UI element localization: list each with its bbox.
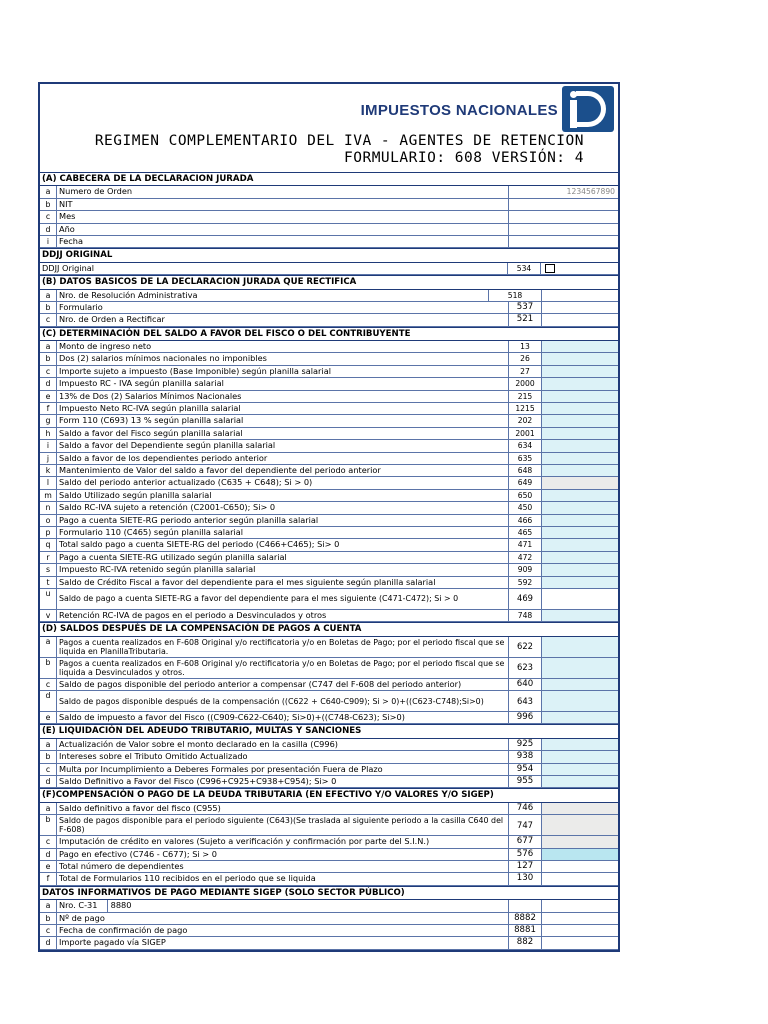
row-label: Nº de pago (57, 913, 509, 924)
row-secE-d (40, 776, 618, 788)
row-label: Pagos a cuenta realizados en F-608 Original y/o rectificatoria y/o en Boletas de Pago; por el periodo fiscal que se liquida en PlanillaTributaria. (57, 637, 509, 657)
value-field-466[interactable] (542, 515, 618, 526)
row-letter: b (40, 913, 57, 924)
row-letter: c (40, 836, 57, 847)
row-ddjj-original (40, 263, 618, 275)
row-label: Nro. de Orden a Rectificar (57, 314, 509, 325)
value-field-27[interactable] (542, 366, 618, 377)
row-letter: d (40, 378, 57, 389)
value-field-2001[interactable] (542, 428, 618, 439)
row-code: 938 (509, 751, 542, 762)
row-label: Pago a cuenta SIETE-RG utilizado según planilla salarial (57, 552, 509, 563)
row-code: 537 (509, 302, 542, 313)
value-field-130[interactable] (542, 873, 618, 884)
row-nit (40, 199, 618, 211)
impuestos-logo-icon (562, 86, 614, 132)
row-code: 1215 (509, 403, 542, 414)
row-label: Saldo Definitivo a Favor del Fisco (C996+C925+C938+C954); Si> 0 (57, 776, 509, 787)
row-label: Saldo a favor de los dependientes periodo anterior (57, 453, 509, 464)
row-secC-e (40, 391, 618, 403)
value-field-643[interactable] (542, 691, 618, 711)
row-secC-q (40, 539, 618, 551)
row-code: 650 (509, 490, 542, 501)
row-label: Saldo de pago a cuenta SIETE-RG a favor del dependiente para el mes siguiente (C471-C472); Si > 0 (57, 589, 509, 609)
row-code: 466 (509, 515, 542, 526)
row-secC-n (40, 502, 618, 514)
value-field-465[interactable] (542, 527, 618, 538)
value-field-640[interactable] (542, 679, 618, 690)
row-label: Mantenimiento de Valor del saldo a favor del dependiente del periodo anterior (57, 465, 509, 476)
row-code: 215 (509, 391, 542, 402)
row-letter: a (40, 637, 57, 657)
value-field-909[interactable] (542, 564, 618, 575)
row-mes (40, 211, 618, 223)
row-code: 450 (509, 502, 542, 513)
row-code: 677 (509, 836, 542, 847)
row-letter: a (40, 803, 57, 814)
row-secF-b (40, 815, 618, 836)
row-code: 26 (509, 353, 542, 364)
row-label: Pago en efectivo (C746 - C677); Si > 0 (57, 849, 509, 860)
row-code: 2001 (509, 428, 542, 439)
row-label: Intereses sobre el Tributo Omitido Actualizado (57, 751, 509, 762)
row-label: Retención RC-IVA de pagos en el periodo a Desvinculados y otros (57, 610, 509, 621)
row-code: 746 (509, 803, 542, 814)
row-letter: b (40, 353, 57, 364)
section-b-title: (B) DATOS BASICOS DE LA DECLARACION JURADA QUE RECTIFICA (40, 275, 618, 289)
value-field-215[interactable] (542, 391, 618, 402)
row-secE-b (40, 751, 618, 763)
row-letter: c (40, 925, 57, 936)
row-secF-a (40, 803, 618, 815)
row-letter: c (40, 679, 57, 690)
c31-label: Nro. C-31 (59, 900, 108, 911)
row-letter: r (40, 552, 57, 563)
row-code: 955 (509, 776, 542, 787)
row-letter: l (40, 477, 57, 488)
row-secC-d (40, 378, 618, 390)
value-field-576[interactable] (542, 849, 618, 860)
row-code: 622 (509, 637, 542, 657)
row-label: Impuesto Neto RC-IVA según planilla salarial (57, 403, 509, 414)
formulario-field[interactable] (542, 302, 618, 313)
row-letter: s (40, 564, 57, 575)
row-letter: d (40, 224, 57, 235)
row-code: 649 (509, 477, 542, 488)
row-code: 909 (509, 564, 542, 575)
row-code: 882 (509, 937, 542, 948)
row-resolucion (40, 290, 618, 302)
row-secC-o (40, 515, 618, 527)
row-secC-g (40, 415, 618, 427)
row-orden-rectificar (40, 314, 618, 326)
value-field-472[interactable] (542, 552, 618, 563)
row-code: 954 (509, 764, 542, 775)
row-letter: c (40, 314, 57, 325)
row-secE-a (40, 739, 618, 751)
row-secG-b (40, 913, 618, 925)
row-label: Saldo del periodo anterior actualizado (C635 + C648); Si > 0) (57, 477, 509, 488)
row-letter: a (40, 341, 57, 352)
row-letter: a (40, 900, 57, 911)
row-secC-f (40, 403, 618, 415)
value-field-955[interactable] (542, 776, 618, 787)
row-label: Imputación de crédito en valores (Sujeto a verificación y confirmación por parte del S.I.N.) (57, 836, 509, 847)
row-secC-h (40, 428, 618, 440)
row-letter: o (40, 515, 57, 526)
value-field-202[interactable] (542, 415, 618, 426)
row-label: Monto de ingreso neto (57, 341, 509, 352)
value-field-954[interactable] (542, 764, 618, 775)
row-anio (40, 224, 618, 236)
value-field-127[interactable] (542, 861, 618, 872)
row-label: Saldo de Crédito Fiscal a favor del dependiente para el mes siguiente según planilla salarial (57, 577, 509, 588)
value-field-471[interactable] (542, 539, 618, 550)
row-letter: u (40, 589, 57, 609)
value-field-623[interactable] (542, 658, 618, 678)
row-secC-a (40, 341, 618, 353)
row-code: 518 (489, 290, 542, 301)
row-secC-c (40, 366, 618, 378)
row-label: Saldo RC-IVA sujeto a retención (C2001-C650); Si> 0 (57, 502, 509, 513)
row-letter: c (40, 764, 57, 775)
row-code: 748 (509, 610, 542, 621)
value-field-622[interactable] (542, 637, 618, 657)
row-letter: b (40, 302, 57, 313)
row-label (57, 900, 509, 911)
row-code: 130 (509, 873, 542, 884)
row-code: 576 (509, 849, 542, 860)
row-label: Multa por Incumplimiento a Deberes Formales por presentación Fuera de Plazo (57, 764, 509, 775)
row-secC-s (40, 564, 618, 576)
row-secC-b (40, 353, 618, 365)
row-letter: b (40, 815, 57, 835)
row-code: 2000 (509, 378, 542, 389)
fecha-field[interactable] (509, 236, 618, 247)
brand-name: IMPUESTOS NACIONALES (360, 102, 558, 119)
row-letter: f (40, 403, 57, 414)
section-e-title: (E) LIQUIDACIÓN DEL ADEUDO TRIBUTARIO, MULTAS Y SANCIONES (40, 724, 618, 738)
value-field-882[interactable] (542, 937, 618, 948)
row-letter: c (40, 211, 57, 222)
row-code: 471 (509, 539, 542, 550)
row-secD-a (40, 637, 618, 658)
numero-orden-value: 1234567890 (566, 187, 615, 197)
row-code: 623 (509, 658, 542, 678)
row-label: Importe pagado vía SIGEP (57, 937, 509, 948)
form-header (40, 84, 618, 173)
row-label: Importe sujeto a impuesto (Base Imponible) según planilla salarial (57, 366, 509, 377)
nit-field[interactable] (509, 199, 618, 210)
row-letter: k (40, 465, 57, 476)
row-label: Año (57, 224, 509, 235)
row-secF-e (40, 861, 618, 873)
value-field-450[interactable] (542, 502, 618, 513)
value-field-650[interactable] (542, 490, 618, 501)
row-label: Saldo a favor del Fisco según planilla salarial (57, 428, 509, 439)
row-letter: b (40, 658, 57, 678)
value-field-649[interactable] (542, 477, 618, 488)
row-label: Saldo de impuesto a favor del Fisco ((C909-C622-C640); Si>0)+((C748-C623); Si>0) (57, 712, 509, 723)
row-label: Saldo de pagos disponible después de la compensación ((C622 + C640-C909); Si > 0)+((C623-C748);Si>0) (57, 691, 509, 711)
row-code: 127 (509, 861, 542, 872)
row-secF-d (40, 849, 618, 861)
row-secC-i (40, 440, 618, 452)
row-letter: a (40, 739, 57, 750)
row-secC-k (40, 465, 618, 477)
row-code: 640 (509, 679, 542, 690)
row-letter: i (40, 236, 57, 247)
row-label: Impuesto RC-IVA retenido según planilla salarial (57, 564, 509, 575)
row-label: Total de Formularios 110 recibidos en el periodo que se liquida (57, 873, 509, 884)
row-secD-c (40, 679, 618, 691)
row-letter: a (40, 186, 57, 197)
row-letter: e (40, 861, 57, 872)
row-numero-orden (40, 186, 618, 198)
row-fecha (40, 236, 618, 248)
row-code: 202 (509, 415, 542, 426)
nro-c31-field[interactable] (542, 900, 618, 911)
row-secC-v (40, 610, 618, 622)
row-label: Numero de Orden (57, 186, 509, 197)
row-code: 996 (509, 712, 542, 723)
row-letter: j (40, 453, 57, 464)
ddjj-original-checkbox[interactable] (545, 264, 555, 273)
row-letter: c (40, 366, 57, 377)
value-field-996[interactable] (542, 712, 618, 723)
row-label: Fecha (57, 236, 509, 247)
value-field-13[interactable] (542, 341, 618, 352)
anio-field[interactable] (509, 224, 618, 235)
value-field-648[interactable] (542, 465, 618, 476)
section-c-title: (C) DETERMINACIÓN DEL SALDO A FAVOR DEL FISCO O DEL CONTRIBUYENTE (40, 327, 618, 341)
row-secG-d (40, 937, 618, 949)
row-label: Nro. de Resolución Administrativa (57, 290, 489, 301)
row-letter: d (40, 691, 57, 711)
row-label: Form 110 (C693) 13 % según planilla salarial (57, 415, 509, 426)
row-secC-m (40, 490, 618, 502)
row-code: 465 (509, 527, 542, 538)
ddjj-code: 534 (508, 263, 541, 274)
row-secC-p (40, 527, 618, 539)
row-letter: g (40, 415, 57, 426)
section-f-title: (F)COMPENSACIÓN O PAGO DE LA DEUDA TRIBUTARIA (EN EFECTIVO Y/O VALORES Y/O SIGEP) (40, 788, 618, 802)
row-secC-t (40, 577, 618, 589)
section-d-title: (D) SALDOS DESPUÉS DE LA COMPENSACIÓN DE PAGOS A CUENTA (40, 622, 618, 636)
row-code: 648 (509, 465, 542, 476)
value-field-8882[interactable] (542, 913, 618, 924)
row-code: 643 (509, 691, 542, 711)
row-label: NIT (57, 199, 509, 210)
row-formulario (40, 302, 618, 314)
row-letter: d (40, 937, 57, 948)
value-field-746[interactable] (542, 803, 618, 814)
row-label: Mes (57, 211, 509, 222)
resolucion-field[interactable] (542, 290, 618, 301)
row-secC-l (40, 477, 618, 489)
row-letter: n (40, 502, 57, 513)
row-label: Pago a cuenta SIETE-RG periodo anterior según planilla salarial (57, 515, 509, 526)
row-label: Saldo definitivo a favor del fisco (C955) (57, 803, 509, 814)
row-label: Dos (2) salarios mínimos nacionales no imponibles (57, 353, 509, 364)
value-field-592[interactable] (542, 577, 618, 588)
row-code: 8881 (509, 925, 542, 936)
row-label: Saldo Utilizado según planilla salarial (57, 490, 509, 501)
row-nro-c31 (40, 900, 618, 912)
row-code: 27 (509, 366, 542, 377)
row-label: Total saldo pago a cuenta SIETE-RG del periodo (C466+C465); Si> 0 (57, 539, 509, 550)
row-code: 472 (509, 552, 542, 563)
row-secE-c (40, 764, 618, 776)
section-sigep-title: DATOS INFORMATIVOS DE PAGO MEDIANTE SIGEP (SOLO SECTOR PÚBLICO) (40, 886, 618, 900)
value-field-747[interactable] (542, 815, 618, 835)
row-letter: b (40, 751, 57, 762)
mes-field[interactable] (509, 211, 618, 222)
row-code-empty (509, 900, 542, 911)
form-number: FORMULARIO: 608 VERSIÓN: 4 (344, 150, 584, 166)
row-label: Actualización de Valor sobre el monto declarado en la casilla (C996) (57, 739, 509, 750)
row-secF-c (40, 836, 618, 848)
row-label: Saldo de pagos disponible para el periodo siguiente (C643)(Se traslada al siguiente periodo a la casilla C640 del F-608) (57, 815, 509, 835)
value-field-925[interactable] (542, 739, 618, 750)
value-field-2000[interactable] (542, 378, 618, 389)
row-label: DDJJ Original (40, 263, 508, 274)
row-secD-b (40, 658, 618, 679)
row-letter: e (40, 712, 57, 723)
row-letter: b (40, 199, 57, 210)
row-label: Formulario (57, 302, 509, 313)
row-label: Saldo de pagos disponible del periodo anterior a compensar (C747 del F-608 del periodo anterior) (57, 679, 509, 690)
row-code: 747 (509, 815, 542, 835)
row-secC-j (40, 453, 618, 465)
value-field-938[interactable] (542, 751, 618, 762)
row-secG-c (40, 925, 618, 937)
row-letter: a (40, 290, 57, 301)
row-label: Fecha de confirmación de pago (57, 925, 509, 936)
row-letter: f (40, 873, 57, 884)
row-letter: d (40, 776, 57, 787)
value-field-748[interactable] (542, 610, 618, 621)
row-code: 8882 (509, 913, 542, 924)
row-label: 13% de Dos (2) Salarios Mínimos Nacionales (57, 391, 509, 402)
value-field-635[interactable] (542, 453, 618, 464)
row-label: Total número de dependientes (57, 861, 509, 872)
value-field-469[interactable] (542, 589, 618, 609)
row-label: Pagos a cuenta realizados en F-608 Original y/o rectificatoria y/o en Boletas de Pago; por el periodo fiscal que se liquida a Desvinculados y otros. (57, 658, 509, 678)
form-608 (38, 82, 620, 952)
row-letter: h (40, 428, 57, 439)
value-field-677[interactable] (542, 836, 618, 847)
row-letter: e (40, 391, 57, 402)
row-code: 521 (509, 314, 542, 325)
row-code: 13 (509, 341, 542, 352)
c31-code: 8880 (110, 900, 132, 911)
value-field-1215[interactable] (542, 403, 618, 414)
row-label: Impuesto RC - IVA según planilla salarial (57, 378, 509, 389)
row-secF-f (40, 873, 618, 885)
row-code: 635 (509, 453, 542, 464)
row-letter: m (40, 490, 57, 501)
row-code: 592 (509, 577, 542, 588)
orden-rectificar-field[interactable] (542, 314, 618, 325)
row-letter: v (40, 610, 57, 621)
row-letter: q (40, 539, 57, 550)
row-secD-d (40, 691, 618, 712)
value-field-8881[interactable] (542, 925, 618, 936)
row-label: Saldo a favor del Dependiente según planilla salarial (57, 440, 509, 451)
row-secC-u (40, 589, 618, 610)
row-letter: d (40, 849, 57, 860)
row-secC-r (40, 552, 618, 564)
row-letter: t (40, 577, 57, 588)
ddjj-original-checkbox-cell[interactable] (541, 263, 618, 274)
value-field-26[interactable] (542, 353, 618, 364)
row-letter: p (40, 527, 57, 538)
row-label: Formulario 110 (C465) según planilla salarial (57, 527, 509, 538)
row-code: 925 (509, 739, 542, 750)
value-field-634[interactable] (542, 440, 618, 451)
section-a-title: (A) CABECERA DE LA DECLARACION JURADA (40, 173, 618, 186)
row-secD-e (40, 712, 618, 724)
form-title: REGIMEN COMPLEMENTARIO DEL IVA - AGENTES DE RETENCION (94, 133, 584, 149)
ddjj-section-title: DDJJ ORIGINAL (40, 248, 618, 262)
row-code: 469 (509, 589, 542, 609)
row-letter: i (40, 440, 57, 451)
row-code: 634 (509, 440, 542, 451)
